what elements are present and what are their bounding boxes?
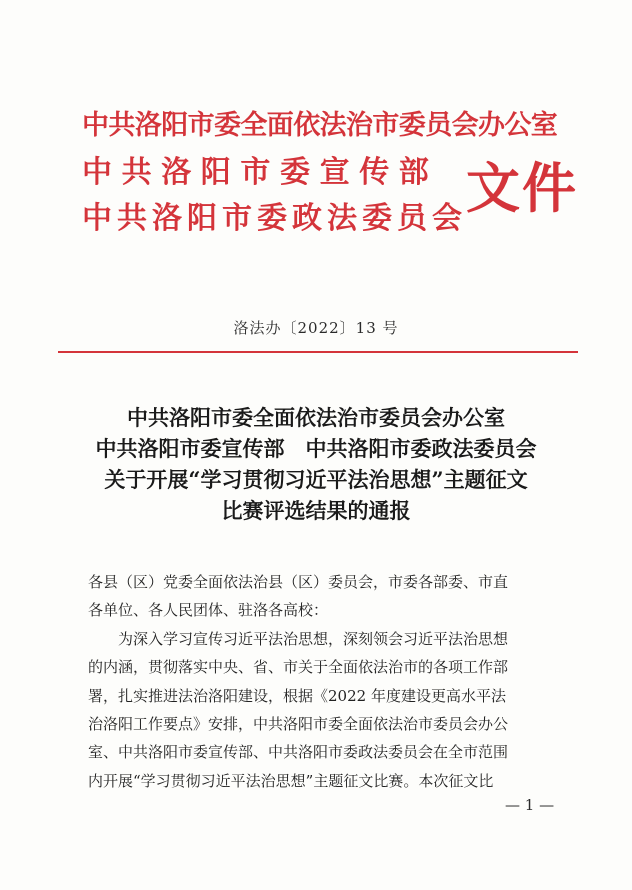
issuer-political-legal-committee: 中共洛阳市委政法委员会 <box>82 201 467 236</box>
title-line: 比赛评选结果的通报 <box>221 498 411 523</box>
paragraph-line: 内开展“学习贯彻习近平法治思想”主题征文比赛。本次征文比 <box>88 771 494 790</box>
document-number: 洛法办〔2022〕13 号 <box>233 319 399 337</box>
title-line: 关于开展“学习贯彻习近平法治思想”主题征文 <box>104 467 528 492</box>
title-line: 中共洛阳市委全面依法治市委员会办公室 <box>127 405 505 430</box>
document-word: 文件 <box>466 156 578 220</box>
issuer-legal-governance-office: 中共洛阳市委全面依法治市委员会办公室 <box>82 110 558 141</box>
paragraph-line: 室、中共洛阳市委宣传部、中共洛阳市委政法委员会在全市范围 <box>88 743 509 762</box>
salutation-line: 各县（区）党委全面依法治县（区）委员会，市委各部委、市直 <box>88 573 509 591</box>
paragraph-line: 治洛阳工作要点》安排，中共洛阳市委全面依法治市委员会办公 <box>88 715 509 734</box>
paragraph-line: 为深入学习宣传习近平法治思想，深刻领会习近平法治思想 <box>118 629 509 648</box>
red-divider-line <box>58 351 578 353</box>
document-body <box>88 568 568 795</box>
paragraph-line: 署，扎实推进法治洛阳建设，根据《2022 年度建设更高水平法 <box>88 686 506 705</box>
issuer-propaganda-department: 中共洛阳市委宣传部 <box>82 155 439 190</box>
page-number: — 1 — <box>505 796 555 814</box>
document-title <box>0 402 632 526</box>
salutation-line: 各单位、各人民团体、驻洛各高校： <box>88 601 329 620</box>
title-line: 中共洛阳市委宣传部 中共洛阳市委政法委员会 <box>95 436 537 461</box>
paragraph-line: 的内涵，贯彻落实中央、省、市关于全面依法治市的各项工作部 <box>88 658 509 677</box>
